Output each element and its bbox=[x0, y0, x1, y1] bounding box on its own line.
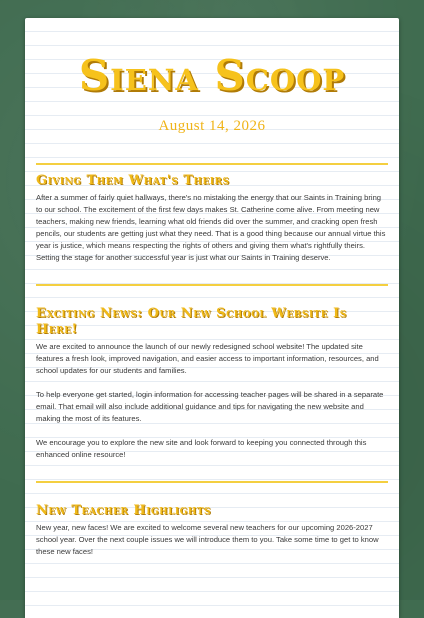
section-paragraph: After a summer of fairly quiet hallways, there's no mistaking the energy that our Saints in Training bring to our school. The excitement of the first few days makes St. Catherine come alive. From meeting new teachers, making new friends, learning what old friends did over the summer, and cracking open fresh pencils, our students are getting just what they need. That is a good thing because our annual virtue this year is justice, which means respecting the rights of others and giving them what's rightfully theirs. Setting the stage for another successful year is just what our Saints in Training deserve. bbox=[36, 193, 386, 262]
section-paragraph: We are excited to announce the launch of our newly redesigned school website! The updated site features a fresh look, improved navigation, and easier access to important information, resources, and school updates for our students and families. bbox=[36, 342, 379, 375]
issue-date: August 14, 2026 bbox=[158, 118, 266, 134]
section-paragraph: New year, new faces! We are excited to welcome several new teachers for our upcoming 2026-2027 school year. Over the next couple issues we will introduce them to you. Take some time to get to know these new faces! bbox=[36, 523, 379, 556]
section-heading: New Teacher Highlights bbox=[36, 503, 212, 518]
section-giving-them-whats-theirs bbox=[25, 165, 399, 264]
section-paragraph: We encourage you to explore the new site and look forward to keeping you connected through this enhanced online resource! bbox=[36, 438, 367, 459]
newsletter-title: Siena Scoop bbox=[78, 51, 346, 100]
masthead bbox=[25, 18, 399, 163]
section-new-teacher-highlights bbox=[25, 483, 399, 558]
section-new-school-website bbox=[25, 286, 399, 461]
section-paragraph: To help everyone get started, login information for accessing teacher pages will be shared in a separate email. That email will also include additional guidance and tips for navigating the new website and making the most of its features. bbox=[36, 390, 384, 423]
section-heading: Exciting News: Our New School Website Is Here! bbox=[36, 306, 347, 337]
section-heading: Giving Them What's Theirs bbox=[36, 173, 230, 188]
newsletter-page bbox=[25, 18, 399, 618]
